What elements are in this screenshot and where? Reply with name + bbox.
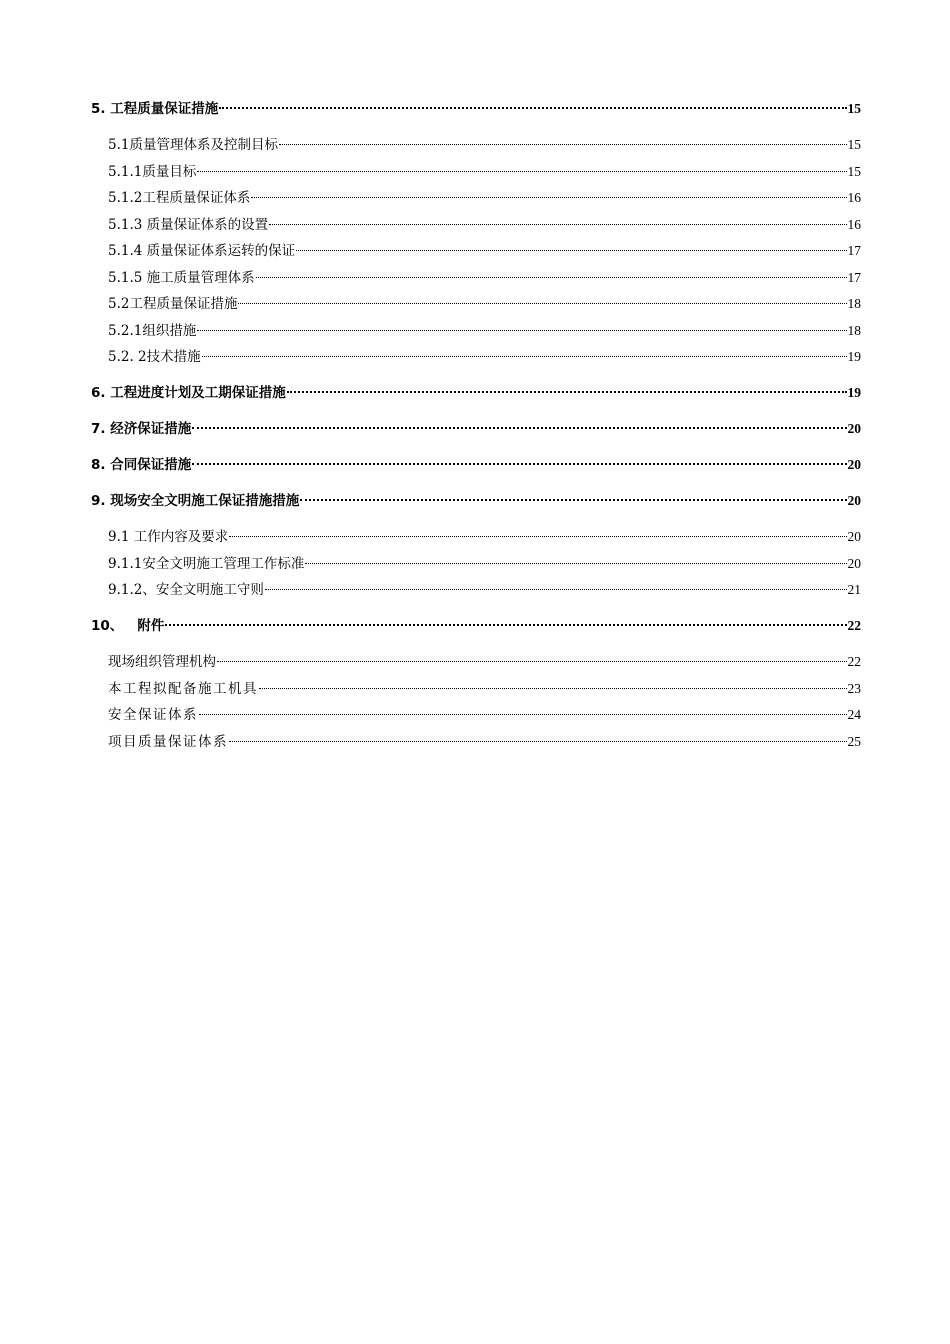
toc-entry-title: 9.1 工作内容及要求 — [108, 529, 229, 545]
toc-entry-8[interactable] — [91, 452, 861, 488]
dot-leader — [287, 391, 847, 393]
toc-page-number: 20 — [847, 457, 861, 472]
dot-leader — [197, 330, 846, 331]
toc-page-number: 16 — [847, 216, 861, 232]
toc-page-number: 24 — [847, 707, 861, 722]
toc-entry-title: 9. 现场安全文明施工保证措施措施 — [91, 493, 300, 509]
toc-entry-title: 5.1.4 质量保证体系运转的保证 — [108, 243, 296, 259]
toc-page-number: 20 — [847, 493, 861, 508]
toc-page-number: 17 — [847, 243, 861, 258]
toc-entry-title: 项目质量保证体系 — [108, 733, 228, 750]
toc-entry-5-1-1[interactable] — [91, 159, 861, 186]
toc-page-number: 25 — [847, 733, 861, 749]
dot-leader — [219, 107, 846, 109]
toc-entry-9-1-2[interactable] — [91, 577, 861, 613]
toc-entry-title: 5.2工程质量保证措施 — [108, 296, 238, 312]
toc-page-number: 20 — [847, 555, 861, 571]
toc-entry-title: 本工程拟配备施工机具 — [108, 680, 258, 697]
dot-leader — [251, 197, 846, 198]
toc-entry-title: 5.1.2工程质量保证体系 — [108, 190, 251, 206]
toc-entry-attachment-3[interactable] — [91, 702, 861, 729]
toc-entry-5-1-5[interactable] — [91, 265, 861, 292]
dot-leader — [269, 224, 846, 225]
dot-leader — [296, 250, 846, 251]
toc-page-number: 21 — [847, 582, 861, 597]
toc-entry-attachment-4[interactable] — [91, 729, 861, 756]
toc-page-number: 17 — [847, 269, 861, 285]
toc-page-number: 15 — [847, 137, 861, 152]
toc-entry-title: 5.1.3 质量保证体系的设置 — [108, 216, 269, 233]
toc-entry-title: 5. 工程质量保证措施 — [91, 101, 219, 117]
toc-entry-10[interactable] — [91, 613, 861, 649]
toc-entry-title: 5.1.1质量目标 — [108, 163, 197, 180]
dot-leader — [256, 277, 847, 278]
dot-leader — [300, 499, 846, 501]
table-of-contents — [91, 96, 861, 755]
toc-page-number: 22 — [847, 654, 861, 669]
toc-entry-attachment-1[interactable] — [91, 649, 861, 676]
toc-page-number: 23 — [847, 680, 861, 696]
toc-entry-title: 5.2.1组织措施 — [108, 322, 197, 339]
toc-entry-5-2-2[interactable] — [91, 344, 861, 380]
toc-entry-5[interactable] — [91, 96, 861, 132]
toc-entry-9-1[interactable] — [91, 524, 861, 551]
toc-page-number: 22 — [847, 618, 861, 633]
toc-entry-title: 5.2. 2技术措施 — [108, 349, 201, 365]
toc-entry-title: 安全保证体系 — [108, 707, 198, 723]
dot-leader — [229, 536, 846, 537]
toc-entry-7[interactable] — [91, 416, 861, 452]
toc-page-number: 15 — [847, 163, 861, 179]
toc-entry-9[interactable] — [91, 488, 861, 524]
dot-leader — [238, 303, 846, 304]
toc-page-number: 19 — [847, 385, 861, 400]
toc-entry-attachment-2[interactable] — [91, 676, 861, 703]
toc-entry-5-1-4[interactable] — [91, 238, 861, 265]
dot-leader — [259, 688, 847, 689]
dot-leader — [202, 356, 847, 357]
dot-leader — [229, 741, 847, 742]
toc-entry-title: 现场组织管理机构 — [108, 654, 216, 670]
dot-leader — [305, 563, 846, 564]
toc-entry-title: 7. 经济保证措施 — [91, 421, 192, 437]
toc-entry-title: 6. 工程进度计划及工期保证措施 — [91, 385, 286, 401]
toc-entry-5-2-1[interactable] — [91, 318, 861, 345]
dot-leader — [217, 661, 847, 662]
dot-leader — [197, 171, 846, 172]
dot-leader — [165, 624, 846, 626]
toc-page-number: 15 — [847, 101, 861, 116]
dot-leader — [265, 589, 847, 590]
toc-entry-title: 5.1.5 施工质量管理体系 — [108, 269, 255, 286]
toc-entry-5-1-2[interactable] — [91, 185, 861, 212]
toc-page-number: 20 — [847, 421, 861, 436]
dot-leader — [279, 144, 847, 145]
toc-entry-9-1-1[interactable] — [91, 551, 861, 578]
toc-entry-6[interactable] — [91, 380, 861, 416]
toc-entry-title: 10、 附件 — [91, 618, 165, 634]
toc-page-number: 18 — [847, 296, 861, 311]
toc-entry-title: 5.1质量管理体系及控制目标 — [108, 137, 278, 153]
toc-page-number: 18 — [847, 322, 861, 338]
toc-page-number: 20 — [847, 529, 861, 544]
toc-entry-5-1[interactable] — [91, 132, 861, 159]
toc-page-number: 16 — [847, 190, 861, 205]
toc-entry-title: 9.1.1安全文明施工管理工作标准 — [108, 555, 305, 572]
dot-leader — [192, 463, 846, 465]
dot-leader — [199, 714, 847, 715]
toc-page-number: 19 — [847, 349, 861, 364]
dot-leader — [192, 427, 846, 429]
toc-entry-title: 9.1.2、安全文明施工守则 — [108, 582, 264, 598]
toc-entry-5-1-3[interactable] — [91, 212, 861, 239]
toc-entry-5-2[interactable] — [91, 291, 861, 318]
toc-entry-title: 8. 合同保证措施 — [91, 457, 192, 473]
